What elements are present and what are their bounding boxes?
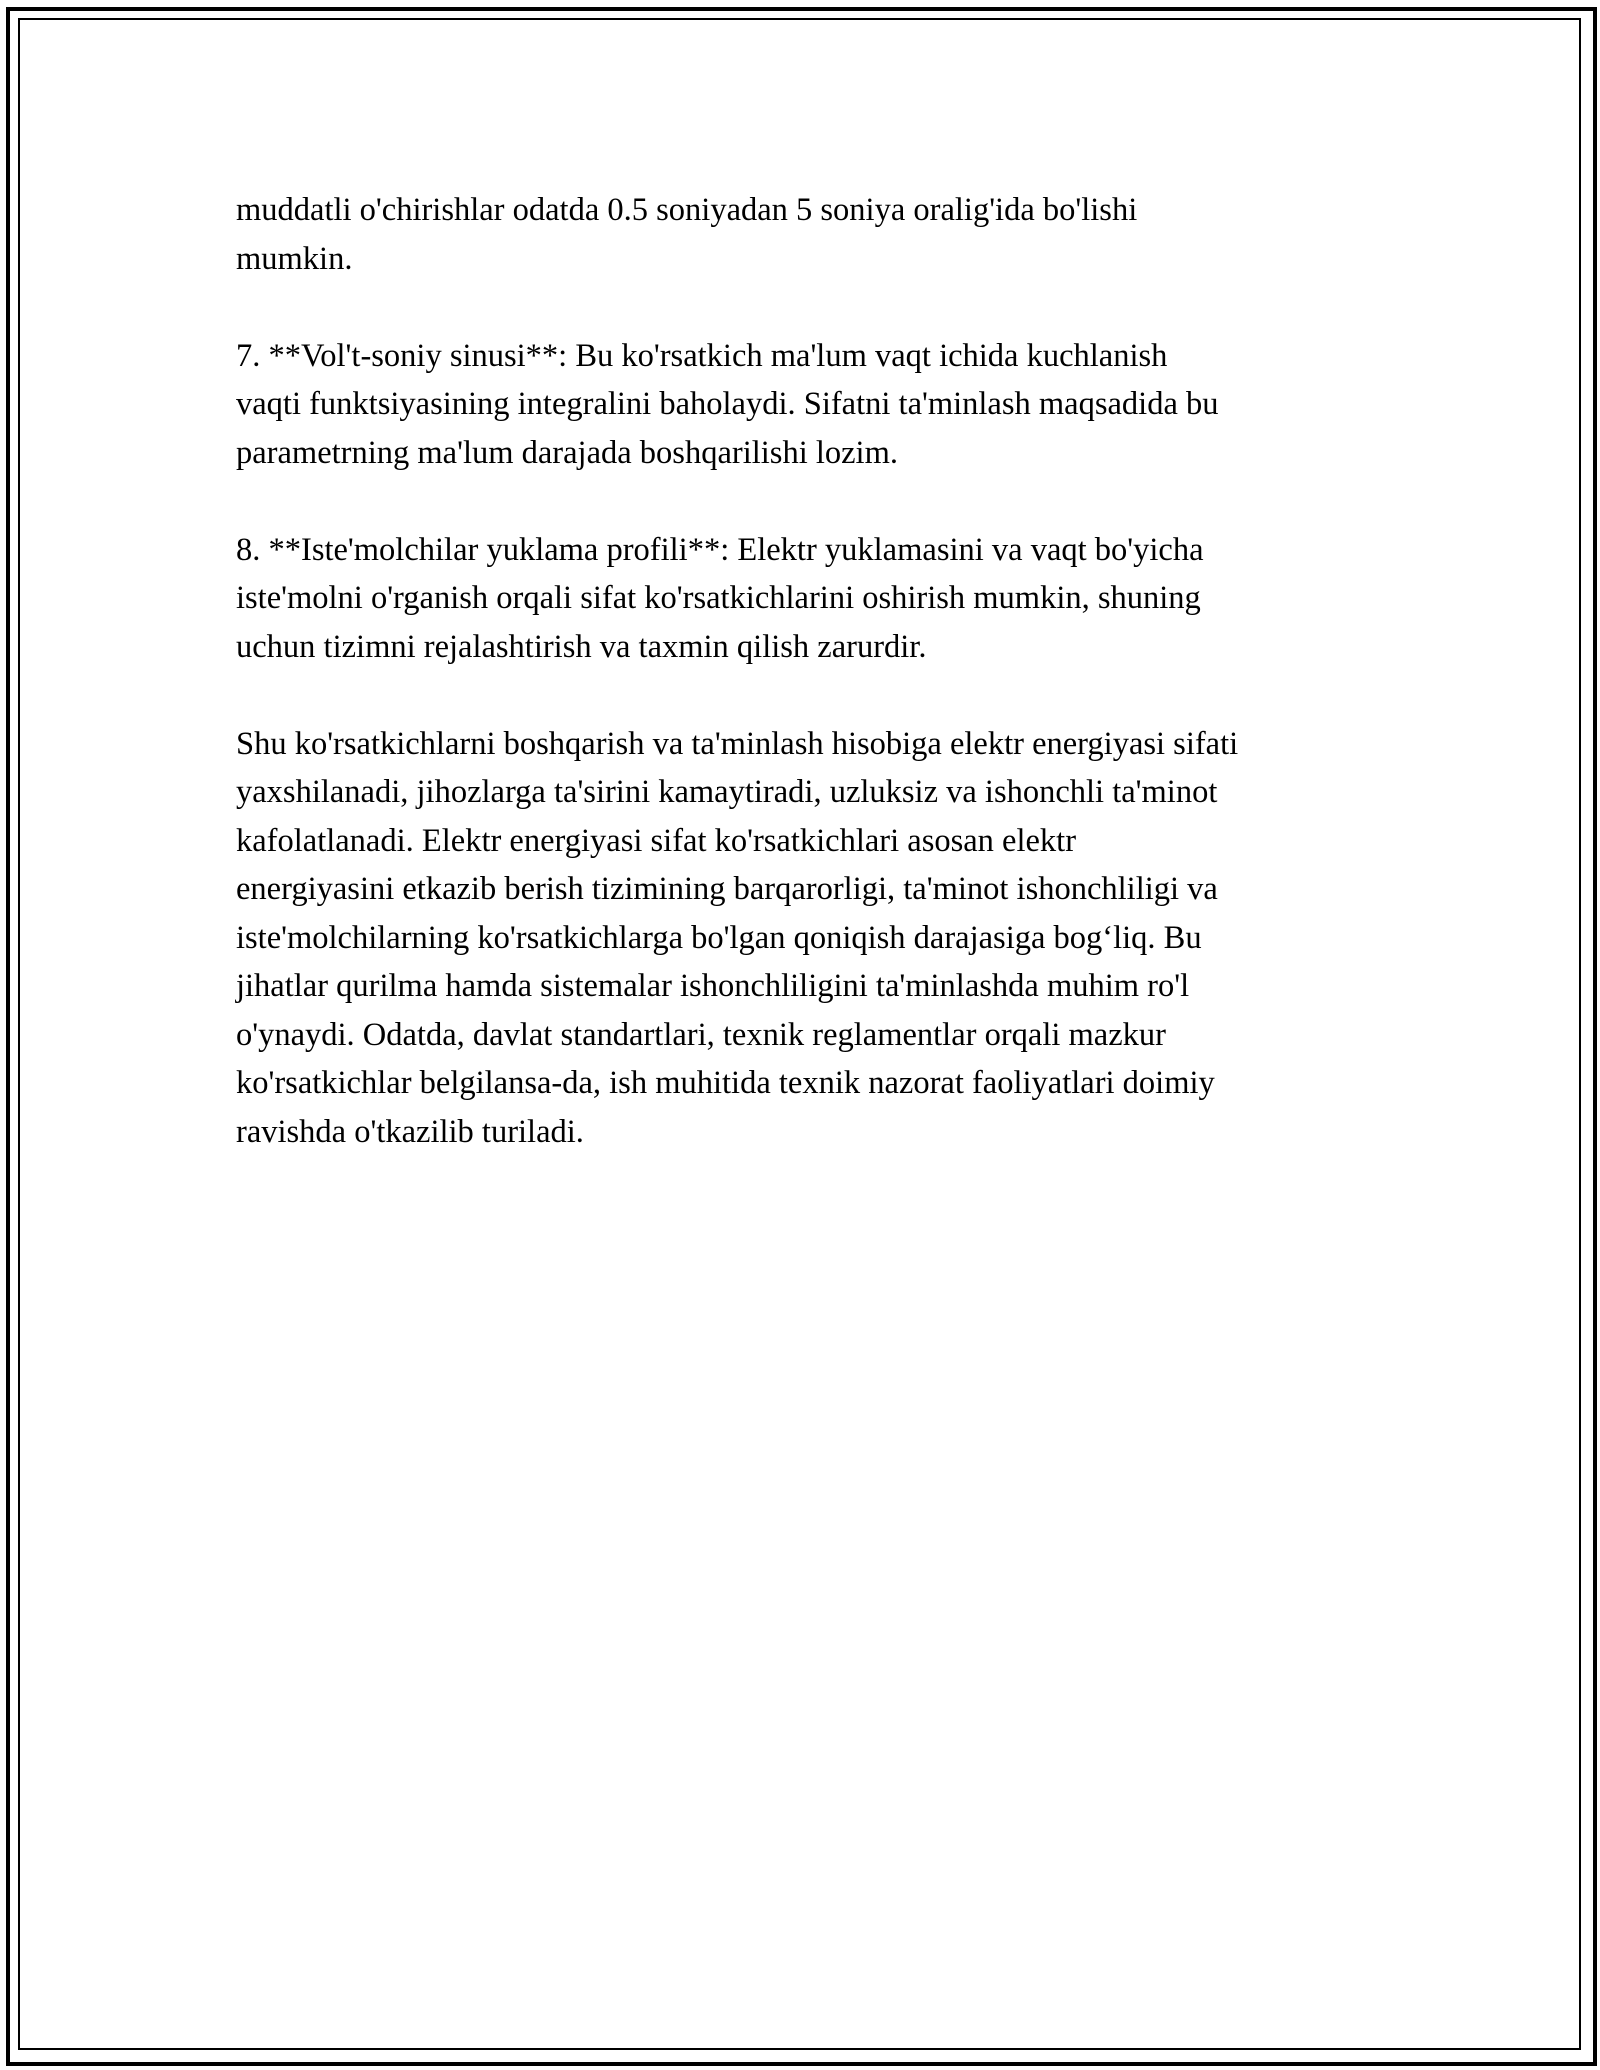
paragraph-volt-second-sinus: 7. **Vol't-soniy sinusi**: Bu ko'rsatkich ma'lum vaqt ichida kuchlanish vaqti funktsiyasining integralini baholaydi. Sifatni ta'minlash maqsadida bu parametrning ma'lum darajada boshqarilishi lozim.: [236, 337, 1219, 471]
paragraph-consumer-load-profile: 8. **Iste'molchilar yuklama profili**: Elektr yuklamasini va vaqt bo'yicha iste'molni o'rganish orqali sifat ko'rsatkichlarini oshirish mumkin, shuning uchun tizimni rejalashtirish va taxmin qilish zarurdir.: [236, 531, 1204, 665]
paragraph-interruption-duration: muddatli o'chirishlar odatda 0.5 soniyadan 5 soniya oralig'ida bo'lishi mumkin.: [236, 192, 1138, 277]
document-body: [236, 186, 1386, 1205]
paragraph-conclusion: Shu ko'rsatkichlarni boshqarish va ta'minlash hisobiga elektr energiyasi sifati yaxshilanadi, jihozlarga ta'sirini kamaytiradi, uzluksiz va ishonchli ta'minot kafolatlanadi. Elektr energiyasi sifat ko'rsatkichlari asosan elektr energiyasini etkazib berish tizimining barqarorligi, ta'minot ishonchliligi va iste'molchilarning ko'rsatkichlarga bo'lgan qoniqish darajasiga bog‘liq. Bu jihatlar qurilma hamda sistemalar ishonchliligini ta'minlashda muhim ro'l o'ynaydi. Odatda, davlat standartlari, texnik reglamentlar orqali mazkur ko'rsatkichlar belgilansa-da, ish muhitida texnik nazorat faoliyatlari doimiy ravishda o'tkazilib turiladi.: [236, 725, 1239, 1150]
